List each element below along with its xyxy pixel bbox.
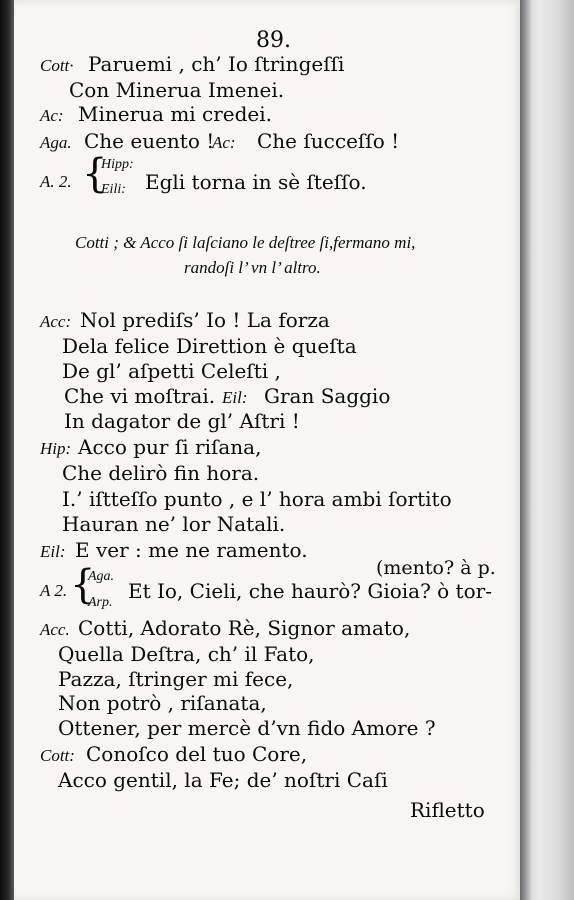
voice-eili: Eili: <box>101 182 126 197</box>
catchword: Rifletto <box>410 798 485 822</box>
speaker-aga: Aga. <box>40 133 72 152</box>
verse-line: Cotti, Adorato Rè, Signor amato, <box>78 616 411 640</box>
verse-line: Conoſco del tuo Core, <box>86 742 308 766</box>
book-left-edge <box>0 0 14 900</box>
voice-aga: Aga. <box>88 569 115 584</box>
duet-marker: A. 2. <box>40 172 72 191</box>
speaker-eil: Eil: <box>40 542 66 561</box>
verse-line: Et Io, Cieli, che haurò? Gioia? ò tor- <box>128 579 492 603</box>
speaker-acc: Acc: <box>40 312 72 331</box>
speaker-cott: Cott: <box>40 746 75 765</box>
verse-line: In dagator de gl’ Aſtri ! <box>64 409 300 433</box>
verse-line: Quella Deſtra, ch’ il Fato, <box>58 642 315 666</box>
stage-direction: randoſi l’ vn l’ altro. <box>184 258 321 277</box>
verse-line: Acco pur ſi riſana, <box>78 435 262 459</box>
verse-line: Non potrò , riſanata, <box>58 691 267 715</box>
verse-line: Che vi moſtrai. <box>64 384 216 408</box>
verse-line: Nol prediſs’ Io ! La forza <box>80 308 330 332</box>
verse-line: Che delirò fin hora. <box>62 461 260 485</box>
speaker-eil: Eil: <box>222 388 248 407</box>
stage-direction: Cotti ; & Acco ſi laſciano le deſtree ſi,fermano mi, <box>75 233 416 252</box>
verse-line: Ottener, per mercè d’vn fido Amore ? <box>58 716 436 740</box>
verse-line: E ver : me ne ramento. <box>75 538 308 562</box>
speaker-ac: Ac: <box>212 133 236 152</box>
speaker-ac: Ac: <box>40 106 64 125</box>
verse-line: I.’ iſtteſſo punto , e l’ hora ambi ſortito <box>62 487 452 511</box>
speaker-acc: Acc. <box>40 620 70 639</box>
verse-overflow: (mento? à p. <box>376 557 496 579</box>
verse-line: Paruemi , ch’ Io ſtringeſſi <box>88 52 345 76</box>
verse-line: Pazza, ſtringer mi fece, <box>58 667 294 691</box>
brace-icon: { <box>82 151 108 197</box>
voice-arp: Arp. <box>88 595 113 610</box>
verse-line: De gl’ aſpetti Celeſti , <box>62 359 281 383</box>
speaker-hip: Hip: <box>40 439 72 458</box>
page-number: 89. <box>256 28 291 53</box>
verse-line: Egli torna in sè ſteſſo. <box>145 170 367 194</box>
verse-line: Dela felice Direttion è queſta <box>62 334 357 358</box>
duet-marker: A 2. <box>40 581 68 600</box>
verse-line: Hauran ne’ lor Natali. <box>62 512 286 536</box>
voice-hipp: Hipp: <box>101 157 134 172</box>
verse-line: Gran Saggio <box>264 384 391 408</box>
verse-line: Con Minerua Imenei. <box>69 78 285 102</box>
verse-line: Che euento ! <box>84 129 215 153</box>
verse-line: Acco gentil, la Fe; de’ noſtri Caſi <box>58 768 388 792</box>
gutter-shadow <box>520 0 532 900</box>
brace-icon: { <box>70 562 96 608</box>
verse-line: Che ſucceſſo ! <box>257 129 400 153</box>
speaker-cott: Cott· <box>40 56 74 75</box>
verse-line: Minerua mi credei. <box>78 102 273 126</box>
